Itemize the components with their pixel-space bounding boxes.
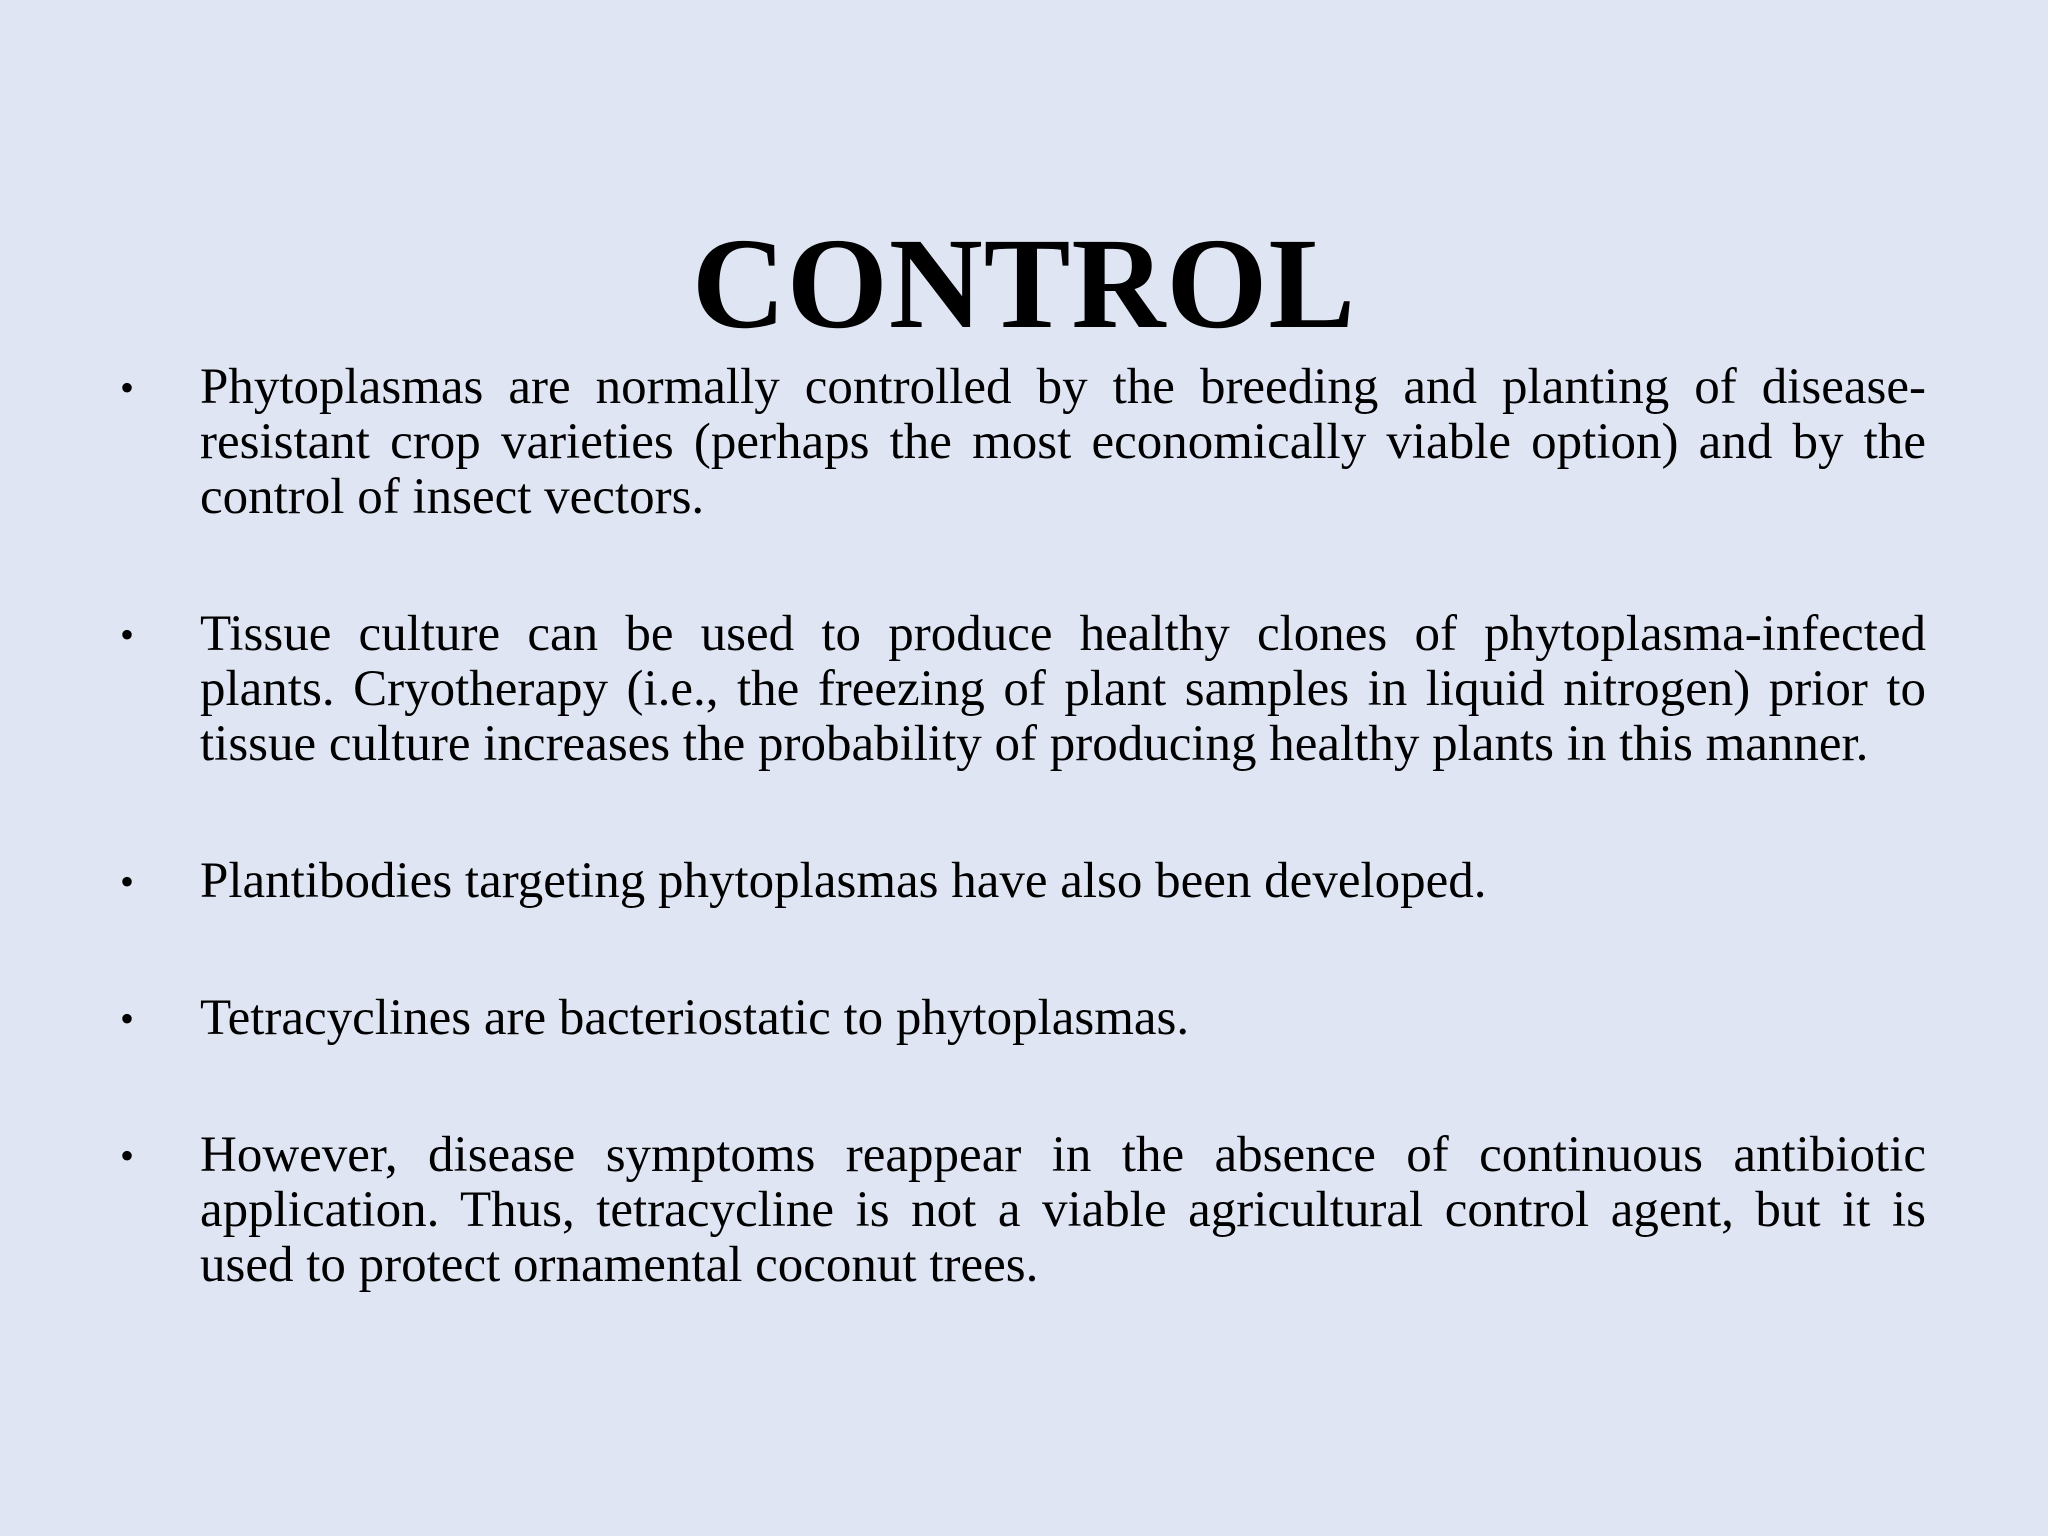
bullet-icon: • — [120, 365, 135, 410]
bullet-icon: • — [120, 1133, 135, 1178]
bullet-item — [120, 360, 1926, 525]
bullet-icon: • — [120, 996, 135, 1041]
bullet-text: Phytoplasmas are normally controlled by the breeding and planting of disease-resistant crop varieties (perhaps the most economically viable option) and by the control of insect vectors. — [200, 359, 1926, 525]
bullet-icon: • — [120, 859, 135, 904]
bullet-text: Tissue culture can be used to produce healthy clones of phytoplasma-infected plants. Cryotherapy (i.e., the freezing of plant samples in liquid nitrogen) prior to tissue culture increases the probability of producing healthy plants in this manner. — [200, 606, 1926, 772]
bullet-item — [120, 607, 1926, 772]
slide-title: CONTROL — [691, 212, 1357, 357]
bullet-item — [120, 1128, 1926, 1293]
bullet-list — [120, 360, 1926, 1293]
bullet-icon: • — [120, 612, 135, 657]
bullet-text: Plantibodies targeting phytoplasmas have also been developed. — [200, 853, 1487, 909]
bullet-item — [120, 991, 1926, 1046]
bullet-text: However, disease symptoms reappear in the absence of continuous antibiotic application. Thus, tetracycline is not a viable agricultural control agent, but it is used to protect ornamental coconut trees. — [200, 1127, 1926, 1293]
bullet-text: Tetracyclines are bacteriostatic to phytoplasmas. — [200, 990, 1190, 1046]
bullet-item — [120, 854, 1926, 909]
